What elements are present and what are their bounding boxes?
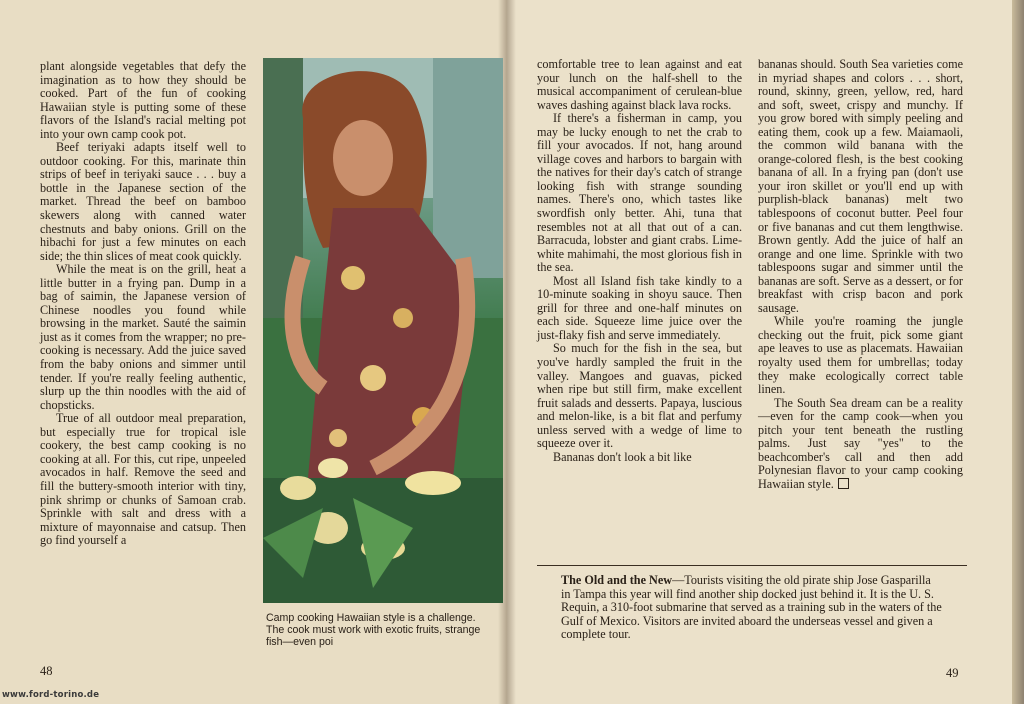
article-column-3 [758,58,963,492]
paragraph: If there's a fisherman in camp, you may be lucky enough to net the crab to fill your avocados. If not, hang around village coves and harbors to bargain with the natives for their day's catch of strange looking fish with strange sounding names. There's ono, which tastes like swordfish only better. Ahi, tuna that resembles not at all that out of a can. Barracuda, lobster and giant crabs. Lime-white mahimahi, the most glorious fish in the sea. [537,111,742,275]
sidebar-lead: The Old and the New [561,573,673,587]
paragraph [758,397,963,492]
news-sidebar [537,565,967,652]
paragraph: plant alongside vegetables that defy the imagination as to how they should be cooked. Part of the fun of cooking Hawaiian style is putting some of these flavors of the Island's racial melting pot into your own camp cook pot. [40,59,246,141]
watermark: www.ford-torino.de [2,690,100,700]
end-mark-icon [838,478,849,489]
article-column-2 [537,58,742,464]
cooking-photo [263,58,503,603]
paragraph: So much for the fish in the sea, but you've hardly sampled the fruit in the valley. Mangoes and guavas, picked when ripe but still firm, make excellent fruit salads and desserts. Papaya, luscious and melon-like, is a bit flat and perfumy unless served with a wedge of lime to squeeze over it. [537,341,742,451]
paragraph: Beef teriyaki adapts itself well to outdoor cooking. For this, marinate thin strips of beef in teriyaki sauce . . . buy a bottle in the Japanese section of the market. Thread the beef on bamboo skewers along with canned water chestnuts and baby onions. Grill on the hibachi for just a few minutes on each side; the thin slices of meat cook quickly. [40,140,246,263]
paragraph: True of all outdoor meal preparation, but especially true for tropical isle cookery, the best camp cooking is no cooking at all. For this, cut ripe, unpeeled avocados in half. Remove the seed and fill the buttery-smooth interior with tiny, pink shrimp or chunks of Samoan crab. Sprinkle with salt and dress with a mixture of mayonnaise and catsup. Then go find yourself a [40,411,246,548]
sidebar-body: —Tourists visiting the old pirate ship Jose Gasparilla in Tampa this year will find another ship docked just behind it. It is the U. S. Requin, a 310-foot submarine that served as a training sub in the waters of the Gulf of Mexico. Visitors are invited aboard the underseas vessel and given a complete tour. [561,573,942,642]
article-column-1 [40,60,246,548]
photo-caption: Camp cooking Hawaiian style is a challenge. The cook must work with exotic fruits, strange fish—even poi [266,612,481,648]
paragraph: bananas should. South Sea varieties come in myriad shapes and colors . . . short, round, skinny, green, yellow, red, hard and soft, sweet, crispy and munchy. If you grow bored with simply peeling and eating them, cook up a few. Maiamaoli, the common wild banana with the orange-colored flesh, is the best cooking banana of all. In a frying pan (don't use your iron skillet or you'll end up with purplish-black bananas) melt two tablespoons of coconut butter. Peel four or five bananas and cut them lengthwise. Brown gently. Add the juice of half an orange and one lime. Sprinkle with two tablespoons sugar and simmer until the bananas are soft. Serve as a dessert, or for breakfast with crisp bacon and pork sausage. [758,57,963,315]
sidebar-text [561,574,943,642]
paragraph: While you're roaming the jungle checking out the fruit, pick some giant ape leaves to use as placemats. Hawaiian royalty used them for umbrellas; today they make ecologically correct table linen. [758,314,963,397]
paragraph-text: The South Sea dream can be a reality—even for the camp cook—when you pitch your tent beneath the rustling palms. Just say "yes" to the beachcomber's call and then add Polynesian flavor to your camp cooking Hawaiian style. [758,395,963,491]
paragraph: While the meat is on the grill, heat a little butter in a frying pan. Dump in a bag of saimin, the Japanese version of Chinese noodles you found while browsing in the market. Sauté the saimin just as it comes from the wrapper; no pre-cooking is necessary. Add the juice saved from the baby onions and simmer until tender. If you're really feeling authentic, slurp up the thin noodles with the aid of chopsticks. [40,262,246,412]
photo-illustration [263,58,503,603]
paragraph: Most all Island fish take kindly to a 10-minute soaking in shoyu sauce. Then grill for three and one-half minutes on each side. Squeeze lime juice over the just-flaky fish and serve immediately. [537,273,742,342]
page-number-left: 48 [40,664,53,678]
paragraph: Bananas don't look a bit like [553,449,692,464]
page-number-right: 49 [946,666,959,680]
paragraph: comfortable tree to lean against and eat your lunch on the half-shell to the musical accompaniment of cerulean-blue waves dashing against black lava rocks. [537,57,742,112]
page-edge [1012,0,1024,704]
